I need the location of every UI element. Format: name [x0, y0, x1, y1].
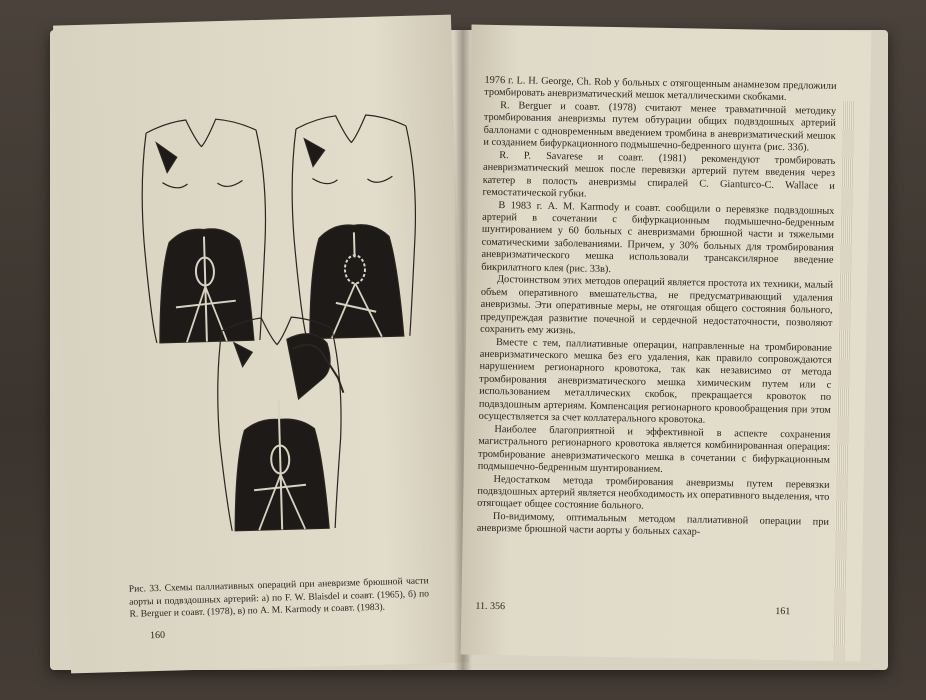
paragraph: Достоинством этих методов операций является простота их техники, малый объем оперативного вмешательства, не предусматривающий удаления аневризмы. Эти оперативные меры, не отягощая общего состояния больного, предупреждая развитие почечной и сердечной недостаточности, позволяют сохранить ему жизнь.	[480, 274, 834, 337]
paragraph: Наиболее благоприятной и эффективной в аспекте сохранения магистрального регионарного кровотока является комбинированная операция: тромбирование аневризматического мешка в сочетании с бифуркационным подмышечно-бедренным шунтированием.	[477, 423, 831, 476]
paragraph: По-видимому, оптимальным методом паллиативной операции при аневризме брюшной части аорты у больных сахар-	[476, 510, 829, 538]
paragraph: 1976 г. L. H. George, Ch. Rob у больных с отягощенным анамнезом предложили тромбировать аневризматический мешок металлическими скобками.	[484, 74, 837, 104]
paragraph: В 1983 г. A. M. Karmody и соавт. сообщили о перевязке подвздошных артерий в сочетании с бифуркационным подмышечно-бедренным шунтированием у 60 больных с аневризмами брюшной части и тяжелыми соматическими заболеваниями. Причем, у 30% больных для тромбирования аневризматического мешка использовали трансаксилярное введение бикрилатного клея (рис. 33в).	[481, 199, 835, 275]
paragraph: R. Berguer и соавт. (1978) считают менее травматичной методику тромбирования аневризмы путем обтурации общих подвздошных артерий баллонами с одновременным введением тромбина в аневризматический мешок и созданием бифуркационного подмышечно-бедренного шунта (рис. 33б).	[483, 99, 837, 154]
right-page	[461, 25, 872, 662]
figure-c	[215, 316, 347, 531]
body-text	[477, 75, 837, 542]
figure-a	[140, 118, 269, 343]
page-number-right: 161	[775, 605, 791, 618]
figure-b	[290, 114, 419, 339]
paragraph: Вместе с тем, паллиативные операции, направленные на тромбирование аневризматического мешка без его удаления, как правило сопровождаются нарушением регионарного кровотока, так как независимо от метода тромбирования аневризматического мешка химическим путем или с использованием металлических скобок, прекращается кровоток по подвздошным артериям. Компенсация регионарного кровообращения при этом осуществляется за счет коллатерального кровотока.	[478, 336, 833, 426]
figure-caption	[129, 575, 430, 621]
page-footer	[475, 600, 827, 618]
left-page	[53, 15, 469, 674]
figure-surgical-schemes	[125, 95, 437, 543]
paragraph: R. P. Savarese и соавт. (1981) рекомендуют тромбировать аневризматический мешок после перевязки артерий путем введения через катетер в полость аневризмы спиралей C. Gianturco-C. Wallace и гемостатической губки.	[482, 149, 836, 200]
page-edges	[832, 101, 854, 661]
figure-caption-text: Рис. 33. Схемы паллиативных операций при аневризме брюшной части аорты и подвздошных артерий: а) по F. W. Blaisdel и соавт. (1965), б) по R. Berguer и соавт. (1978), в) по A. M. Karmody и соавт. (1983).	[128, 575, 430, 620]
paragraph: Недостатком метода тромбирования аневризмы путем перевязки подвздошных артерий является необходимость их оперативного выделения, что отягощает общее состояние больного.	[477, 473, 830, 513]
printer-signature: 11. 356	[475, 600, 506, 613]
page-number-left: 160	[149, 629, 166, 642]
